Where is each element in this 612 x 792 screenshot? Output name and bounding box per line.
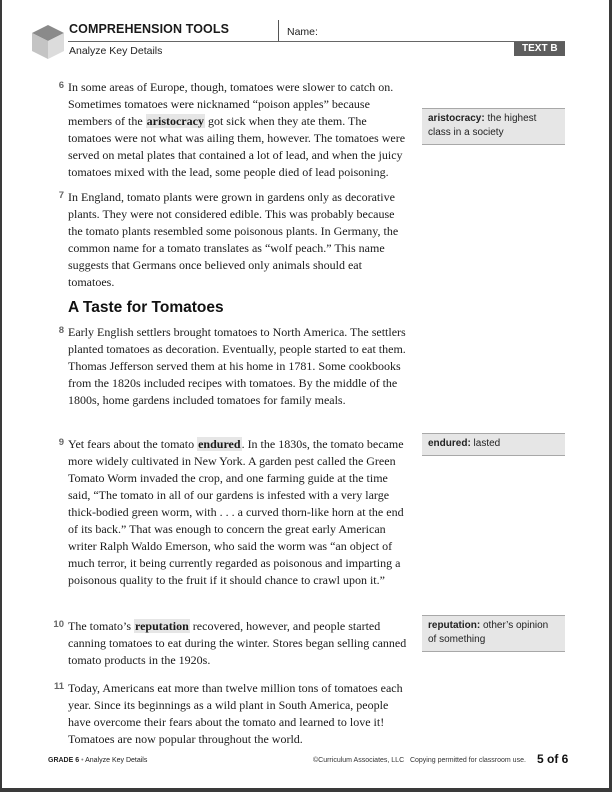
paragraph-text <box>68 189 409 291</box>
text-segment: Early English settlers brought tomatoes to North America. The settlers planted tomatoes as decoration. Eventually, people started to eat them. Thomas Jefferson served them at his home in 1781. Some cookbooks from the 1820s included recipes with tomatoes. By the middle of the 1800s, home gardens included tomatoes for family meals. <box>68 325 406 407</box>
worksheet-subtitle: Analyze Key Details <box>69 45 163 57</box>
vocab-highlight-reputation: reputation <box>135 619 189 633</box>
page-number: 5 of 6 <box>537 752 569 766</box>
text-segment: recovered, however, and people started canning tomatoes to eat during the winter. Stores began selling canned tomato products in the 1920s. <box>68 619 407 667</box>
paragraph-11 <box>49 680 409 748</box>
paragraph-10 <box>49 618 409 669</box>
paragraph-number: 9 <box>58 437 64 448</box>
glossary-definition: the highest class in a society <box>428 113 537 138</box>
worksheet-series-title: COMPREHENSION TOOLS <box>69 22 230 36</box>
glossary-term: endured: <box>428 438 471 449</box>
worksheet-page <box>2 0 609 788</box>
glossary-box-reputation <box>422 615 565 652</box>
paragraph-8 <box>49 324 409 409</box>
text-segment: The tomato’s <box>68 619 134 633</box>
paragraph-number: 7 <box>58 190 64 201</box>
text-segment: Today, Americans eat more than twelve million tons of tomatoes each year. Since its beginnings as a wild plant in South America, people have overcome their fears about the tomato and learned to love it! Tomatoes are now popular throughout the world. <box>68 681 403 746</box>
glossary-term: aristocracy: <box>428 113 485 124</box>
vocab-highlight-endured: endured <box>198 437 241 451</box>
text-badge: TEXT B <box>522 43 558 54</box>
paragraph-number: 11 <box>53 681 64 692</box>
header-rule <box>68 41 565 42</box>
header-divider <box>278 20 279 42</box>
footer-grade-skill <box>48 757 147 764</box>
paragraph-number: 8 <box>58 325 64 336</box>
paragraph-text <box>68 79 409 181</box>
glossary-definition: lasted <box>470 438 501 449</box>
text-segment: In some areas of Europe, though, tomatoes were slower to catch on. Sometimes tomatoes were nicknamed “poison apples” because members of the <box>68 80 394 128</box>
cube-icon <box>31 24 65 60</box>
paragraph-text <box>68 618 409 669</box>
glossary-term: reputation: <box>428 620 481 631</box>
text-segment: got sick when they ate them. The tomatoes were not what was ailing them, however. The tomatoes were served on metal plates that contained a lot of lead, and when the juicy tomatoes mixed with the lead, some people died of lead poisoning. <box>68 114 406 179</box>
footer-copyright: ©Curriculum Associates, LLC Copying permitted for classroom use. <box>313 757 526 764</box>
glossary-box-endured <box>422 433 565 456</box>
paragraph-number: 6 <box>58 80 64 91</box>
name-label: Name: <box>287 26 318 38</box>
footer-bullet: • <box>81 757 84 764</box>
footer-grade: GRADE 6 <box>48 757 80 764</box>
footer-skill: Analyze Key Details <box>85 757 148 764</box>
paragraph-text <box>68 680 409 748</box>
paragraph-text <box>68 324 409 409</box>
glossary-box-aristocracy <box>422 108 565 145</box>
paragraph-7 <box>49 189 409 291</box>
text-segment: . In the 1830s, the tomato became more widely cultivated in New York. A garden pest called the Green Tomato Worm invaded the crop, and one farming guide at the time said, “The tomato in all of our gardens is infested with a very large thick-bodied green worm, with . . . a curved thorn-like horn at the end of its back.” That was enough to concern the great early American writer Ralph Waldo Emerson, who said the worm was “an object of much terror, it being currently regarded as poisonous and imparting a poisonous quality to the fruit if it should chance to crawl upon it.” <box>68 437 404 587</box>
paragraph-9 <box>49 436 409 589</box>
text-segment: Yet fears about the tomato <box>68 437 198 451</box>
glossary-definition: other’s opinion of something <box>428 620 549 645</box>
text-segment: In England, tomato plants were grown in gardens only as decorative plants. They were not considered edible. This was probably because the tomato plants resembled some poisonous plants. In Germany, the common name for a tomato translates as “wolf peach.” This name suggests that Germans once believed only animals should eat tomatoes. <box>68 190 399 289</box>
paragraph-text <box>68 436 409 589</box>
paragraph-number: 10 <box>53 619 64 630</box>
vocab-highlight-aristocracy: aristocracy <box>146 114 204 128</box>
paragraph-6 <box>49 79 409 181</box>
section-heading: A Taste for Tomatoes <box>68 299 224 316</box>
